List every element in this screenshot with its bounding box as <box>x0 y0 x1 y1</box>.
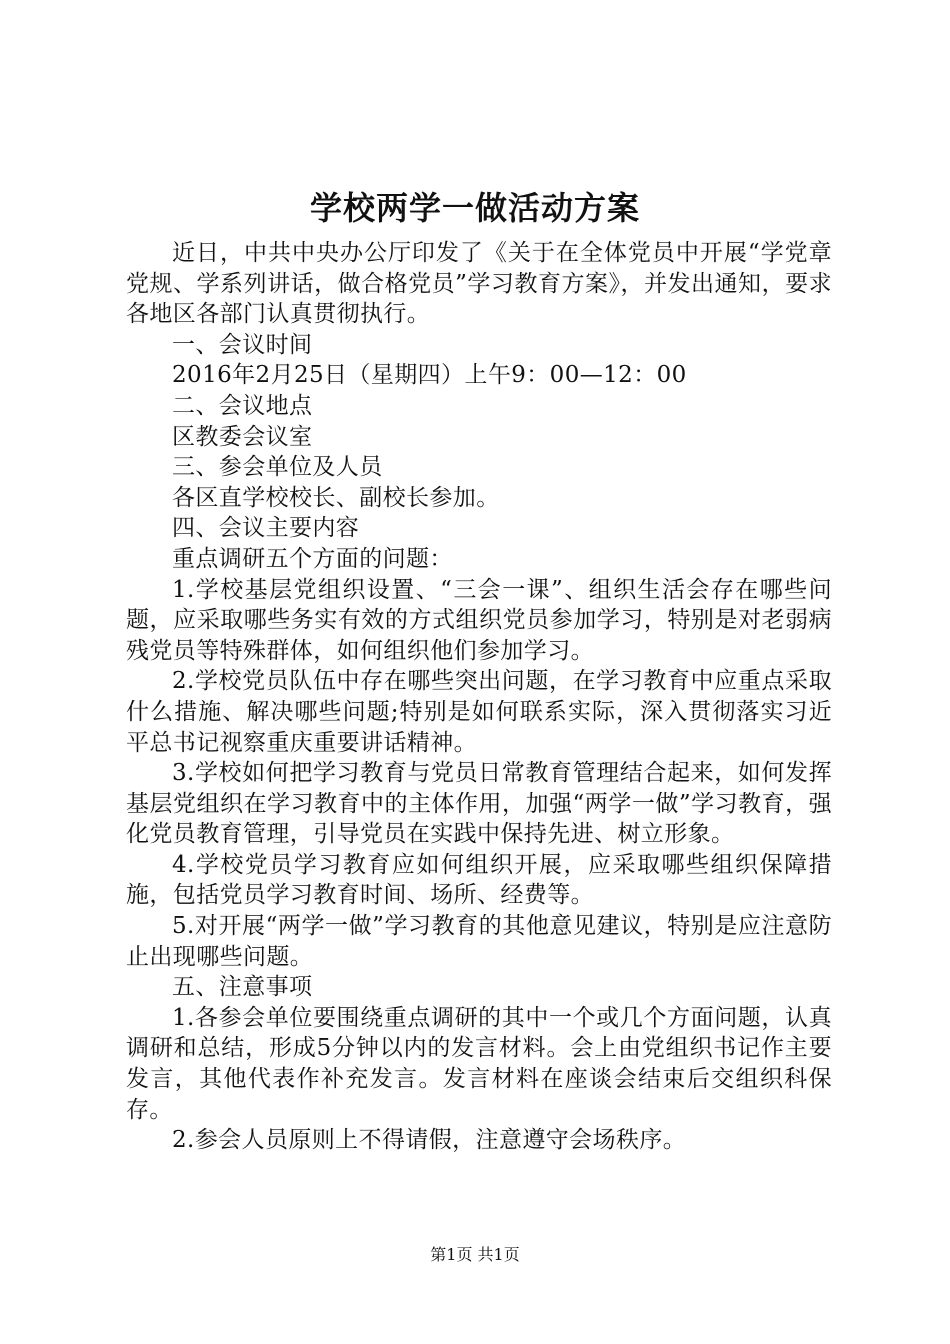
section-heading-time: 一、会议时间 <box>172 331 313 358</box>
meeting-attendees: 各区直学校校长、副校长参加。 <box>172 484 500 511</box>
section-heading-content: 四、会议主要内容 <box>172 515 360 542</box>
intro-paragraph: 近日，中共中央办公厅印发了《关于在全体党员中开展“学党章党规、学系列讲话，做合格党员”学习教育方案》，并发出通知，要求各地区各部门认真贯彻执行。 <box>126 240 832 328</box>
document-title: 学校两学一做活动方案 <box>309 189 640 227</box>
content-item-3: 3.学校如何把学习教育与党员日常教育管理结合起来，如何发挥基层党组织在学习教育中的主体作用，加强“两学一做”学习教育，强化党员教育管理，引导党员在实践中保持先进、树立形象。 <box>126 760 832 848</box>
section-heading-notes: 五、注意事项 <box>172 974 313 1001</box>
meeting-time: 2016年2月25日（星期四）上午9：00—12：00 <box>172 362 687 389</box>
note-item-1: 1.各参会单位要围绕重点调研的其中一个或几个方面问题，认真调研和总结，形成5分钟以内的发言材料。会上由党组织书记作主要发言，其他代表作补充发言。发言材料在座谈会结束后交组织科保存。 <box>126 1004 832 1123</box>
section-heading-attendees: 三、参会单位及人员 <box>172 454 383 481</box>
content-intro: 重点调研五个方面的问题： <box>172 545 453 572</box>
page-footer: 第1页 共1页 <box>430 1245 520 1264</box>
content-item-1: 1.学校基层党组织设置、“三会一课”、组织生活会存在哪些问题，应采取哪些务实有效的方式组织党员参加学习，特别是对老弱病残党员等特殊群体，如何组织他们参加学习。 <box>126 576 832 664</box>
content-item-4: 4.学校党员学习教育应如何组织开展，应采取哪些组织保障措施，包括党员学习教育时间、场所、经费等。 <box>126 851 832 909</box>
meeting-location: 区教委会议室 <box>172 423 313 450</box>
document-body <box>126 238 832 1156</box>
note-item-2: 2.参会人员原则上不得请假，注意遵守会场秩序。 <box>172 1127 687 1154</box>
content-item-5: 5.对开展“两学一做”学习教育的其他意见建议，特别是应注意防止出现哪些问题。 <box>126 913 832 970</box>
content-item-2: 2.学校党员队伍中存在哪些突出问题，在学习教育中应重点采取什么措施、解决哪些问题;特别是如何联系实际，深入贯彻落实习近平总书记视察重庆重要讲话精神。 <box>126 668 832 756</box>
section-heading-location: 二、会议地点 <box>172 392 313 419</box>
